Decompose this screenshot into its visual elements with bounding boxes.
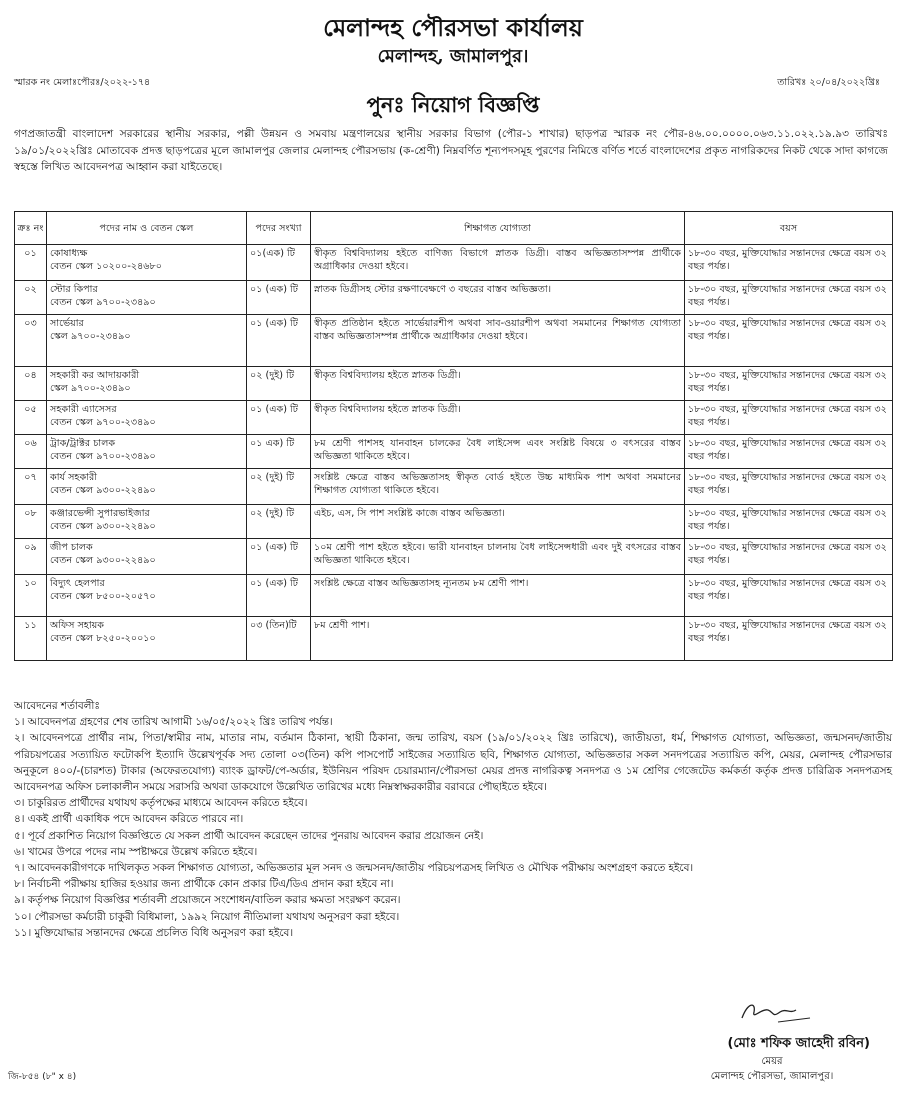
post-name: সার্ভেয়ার xyxy=(50,318,84,329)
row-count: ০১ (এক) টি xyxy=(247,575,311,617)
pay-scale: বেতন স্কেল ৯৩০০-২২৪৯০ xyxy=(50,555,156,566)
header-serial: ক্রঃ নং xyxy=(15,212,47,245)
table-row xyxy=(15,367,893,401)
post-name: বিদ্যুৎ হেলপার xyxy=(50,578,105,589)
row-count: ০২ (দুই) টি xyxy=(247,367,311,401)
row-qualification: সংশ্লিষ্ট ক্ষেত্রে বাস্তব অভিজ্ঞতাসহ ন্যূনতম ৮ম শ্রেণী পাশ। xyxy=(311,575,685,617)
condition-item: ৬। খামের উপরে পদের নাম স্পষ্টাক্ষরে উল্লেখ করিতে হইবে। xyxy=(14,845,258,858)
condition-item: ২। আবেদনপত্রে প্রার্থীর নাম, পিতা/স্বামীর নাম, মাতার নাম, বর্তমান ঠিকানা, স্থায়ী ঠিকানা, জন্ম তারিখ, বয়স (১৯/০১/২০২২ খ্রিঃ তারিখে), জাতীয়তা, ধর্ম, শিক্ষাগত যোগ্যতা, অভিজ্ঞতা, জন্মসনদ/জাতীয় পরিচয়পত্রের সত্যায়িত ফটোকপি ইত্যাদি উল্লেখপূর্বক সদ্য তোলা ০৩(তিন) কপি পাসপোর্ট সাইজের সত্যায়িত ছবি, শিক্ষাগত যোগ্যতা, অভিজ্ঞতার সকল সনদপত্রের সত্যায়িত কপি, মেয়র, মেলান্দহ পৌরসভার অনুকূলে ৪০০/-(চারশত) টাকার (অফেরতযোগ্য) ব্যাংক ড্রাফট/পে-অর্ডার, ইউনিয়ন পরিষদ চেয়ারম্যান/পৌরসভা মেয়র প্রদত্ত নাগরিকত্ব সনদপত্র ও ১ম শ্রেণির গেজেটেড কর্মকর্তা কর্তৃক প্রদত্ত চারিত্রিক সনদপত্রসহ আবেদনপত্র অফিস চলাকালীন সময়ে সরাসরি অথবা ডাকযোগে উল্লেখিত তারিখের মধ্যে নিম্নস্বাক্ষরকারীর বরাবরে পৌছাইতে হইবে। xyxy=(14,732,892,794)
row-post xyxy=(47,575,247,617)
row-serial: ০৯ xyxy=(15,539,47,575)
row-age: ১৮-৩০ বছর, মুক্তিযোদ্ধার সন্তানদের ক্ষেত্রে বয়স ৩২ বছর পর্যন্ত। xyxy=(685,505,893,539)
row-serial: ০১ xyxy=(15,245,47,281)
pay-scale: বেতন স্কেল ৯৭০০-২৩৪৯০ xyxy=(50,451,156,462)
row-qualification: ৮ম শ্রেণী পাশ। xyxy=(311,617,685,661)
row-age: ১৮-৩০ বছর, মুক্তিযোদ্ধার সন্তানদের ক্ষেত্রে বয়স ৩২ বছর পর্যন্ত। xyxy=(685,281,893,315)
header-qualification: শিক্ষাগত যোগ্যতা xyxy=(311,212,685,245)
row-post xyxy=(47,469,247,505)
press-code: জি-৮৫৪ (৮" x ৪) xyxy=(8,1072,77,1082)
intro-paragraph: গণপ্রজাতন্ত্রী বাংলাদেশ সরকারের স্থানীয় সরকার, পল্লী উন্নয়ন ও সমবায় মন্ত্রণালয়ের স্থানীয় সরকার বিভাগ (পৌর-১ শাখার) ছাড়পত্র স্মারক নং পৌর-৪৬.০০.০০০০.০৬৩.১১.০২২.১৯.৯৩ তারিখঃ ১৯/০১/২০২২খ্রিঃ মোতাবেক প্রদত্ত ছাড়পত্রের মূলে জামালপুর জেলার মেলান্দহ পৌরসভায় (ক-শ্রেণী) নিম্নবর্ণিত শূন্যপদসমূহ পুরণের নিমিত্তে বর্ণিত শর্তে বাংলাদেশের প্রকৃত নাগরিকদের নিকট থেকে সাদা কাগজে স্বহস্তে লিখিত আবেদনপত্র আহ্বান করা যাইতেছে। xyxy=(14,128,888,173)
row-age: ১৮-৩০ বছর, মুক্তিযোদ্ধার সন্তানদের ক্ষেত্রে বয়স ৩২ বছর পর্যন্ত। xyxy=(685,401,893,435)
header-post: পদের নাম ও বেতন স্কেল xyxy=(47,212,247,245)
pay-scale: বেতন স্কেল ১০২০০-২৪৬৮০ xyxy=(50,261,163,272)
post-name: কোষাধ্যক্ষ xyxy=(50,248,88,259)
row-post xyxy=(47,505,247,539)
row-post xyxy=(47,367,247,401)
table-row xyxy=(15,617,893,661)
notice-title: পুনঃ নিয়োগ বিজ্ঞপ্তি xyxy=(366,92,540,117)
row-age: ১৮-৩০ বছর, মুক্তিযোদ্ধার সন্তানদের ক্ষেত্রে বয়স ৩২ বছর পর্যন্ত। xyxy=(685,575,893,617)
row-qualification: স্নাতক ডিগ্রীসহ স্টোর রক্ষণাবেক্ষণে ৩ বছরের বাস্তব অভিজ্ঞতা। xyxy=(311,281,685,315)
pay-scale: বেতন স্কেল ৯৩০০-২২৪৯০ xyxy=(50,521,156,532)
condition-item: ৭। আবেদনকারীগণকে দাখিলকৃত সকল শিক্ষাগত যোগ্যতা, অভিজ্ঞতার মূল সনদ ও জন্মসনদ/জাতীয় পরিচয়পত্রসহ লিখিত ও মৌখিক পরীক্ষায় অংশগ্রহণ করতে হইবে। xyxy=(14,862,694,875)
pay-scale: বেতন স্কেল ৯৩০০-২২৪৯০ xyxy=(50,485,156,496)
row-serial: ০৬ xyxy=(15,435,47,469)
row-count: ০১ এক) টি xyxy=(247,435,311,469)
row-count: ০১ (এক) টি xyxy=(247,539,311,575)
condition-item: ৪। একই প্রার্থী একাধিক পদে আবেদন করিতে পারবে না। xyxy=(14,813,244,826)
row-count: ০১(এক) টি xyxy=(247,245,311,281)
header-age: বয়স xyxy=(685,212,893,245)
pay-scale: বেতন স্কেল ৮৫০০-২০৫৭০ xyxy=(50,591,156,602)
row-serial: ০৫ xyxy=(15,401,47,435)
memo-number: স্মারক নং মেলাঃপৌরঃ/২০২২-১৭৪ xyxy=(14,77,151,88)
row-qualification: স্বীকৃত বিশ্ববিদ্যালয় হইতে বাণিজ্য বিভাগে স্নাতক ডিগ্রী। বাস্তব অভিজ্ঞতাসম্পন্ন প্রার্থীকে অগ্রাধিকার দেওয়া হইবে। xyxy=(311,245,685,281)
row-count: ০১ (এক) টি xyxy=(247,401,311,435)
row-post xyxy=(47,617,247,661)
condition-item: ১০। পৌরসভা কর্মচারী চাকুরী বিধিমালা, ১৯৯২ নিয়োগ নীতিমালা যথাযথ অনুসরণ করা হইবে। xyxy=(14,910,400,923)
row-post xyxy=(47,245,247,281)
pay-scale: বেতন স্কেল ৯৭০০-২৩৪৯০ xyxy=(50,417,156,428)
row-post xyxy=(47,435,247,469)
signatory-name: (মোঃ শফিক জাহেদী রবিন) xyxy=(727,1036,870,1051)
row-qualification: স্বীকৃত প্রতিষ্ঠান হইতে সার্ভেয়ারশীপ অথবা সাব-ওয়ারশীপ অথবা সমমানের শিক্ষাগত যোগ্যতা বাস্তব অভিজ্ঞতাসম্পন্ন প্রার্থীকে অগ্রাধিকার দেওয়া হইবে। xyxy=(311,315,685,367)
pay-scale: বেতন স্কেল ৮২৫০-২০০১০ xyxy=(50,633,156,644)
pay-scale: বেতন স্কেল ৯৭০০-২৩৪৯০ xyxy=(50,297,156,308)
table-row xyxy=(15,401,893,435)
post-name: কার্য সহকারী xyxy=(50,472,97,483)
row-count: ০১ (এক) টি xyxy=(247,315,311,367)
row-qualification: এইচ, এস, সি পাশ সংশ্লিষ্ট কাজে বাস্তব অভিজ্ঞতা। xyxy=(311,505,685,539)
row-post xyxy=(47,315,247,367)
row-age: ১৮-৩০ বছর, মুক্তিযোদ্ধার সন্তানদের ক্ষেত্রে বয়স ৩২ বছর পর্যন্ত। xyxy=(685,245,893,281)
row-qualification: স্বীকৃত বিশ্ববিদ্যালয় হইতে স্নাতক ডিগ্রী। xyxy=(311,367,685,401)
post-name: অফিস সহায়ক xyxy=(50,620,104,631)
post-name: সহকারী কর আদায়কারী xyxy=(50,370,140,381)
signatory-title: মেয়র xyxy=(761,1056,783,1067)
row-serial: ০২ xyxy=(15,281,47,315)
conditions-heading: আবেদনের শর্তাবলীঃ xyxy=(14,700,100,712)
post-name: সহকারী এ্যাসেসর xyxy=(50,404,117,415)
row-count: ০২ (দুই) টি xyxy=(247,505,311,539)
table-row xyxy=(15,505,893,539)
row-serial: ১০ xyxy=(15,575,47,617)
office-address: মেলান্দহ, জামালপুর। xyxy=(377,46,529,67)
row-age: ১৮-৩০ বছর, মুক্তিযোদ্ধার সন্তানদের ক্ষেত্রে বয়স ৩২ বছর পর্যন্ত। xyxy=(685,617,893,661)
row-age: ১৮-৩০ বছর, মুক্তিযোদ্ধার সন্তানদের ক্ষেত্রে বয়স ৩২ বছর পর্যন্ত। xyxy=(685,435,893,469)
post-name: স্টোর কিপার xyxy=(50,284,98,295)
pay-scale: স্কেল ৯৭০০-২৩৪৯০ xyxy=(50,331,131,342)
table-row xyxy=(15,435,893,469)
row-count: ০২ (দুই) টি xyxy=(247,469,311,505)
row-age: ১৮-৩০ বছর, মুক্তিযোদ্ধার সন্তানদের ক্ষেত্রে বয়স ৩২ বছর পর্যন্ত। xyxy=(685,469,893,505)
office-name: মেলান্দহ পৌরসভা কার্যালয় xyxy=(323,13,583,42)
row-count: ০১ (এক) টি xyxy=(247,281,311,315)
table-row xyxy=(15,469,893,505)
table-row xyxy=(15,575,893,617)
row-count: ০৩ (তিন)টি xyxy=(247,617,311,661)
condition-item: ৯। কর্তৃপক্ষ নিয়োগ বিজ্ঞপ্তির শর্তাবলী প্রয়োজনে সংশোধন/বাতিল করার ক্ষমতা সংরক্ষণ করেন। xyxy=(14,894,401,907)
row-serial: ০৩ xyxy=(15,315,47,367)
header-count: পদের সংখ্যা xyxy=(247,212,311,245)
notice-date: তারিখঃ ২০/০৪/২০২২খ্রিঃ xyxy=(777,77,880,88)
row-age: ১৮-৩০ বছর, মুক্তিযোদ্ধার সন্তানদের ক্ষেত্রে বয়স ৩২ বছর পর্যন্ত। xyxy=(685,315,893,367)
table-row xyxy=(15,539,893,575)
condition-item: ৩। চাকুরিরত প্রার্থীদের যথাযথ কর্তৃপক্ষের মাধ্যমে আবেদন করিতে হইবে। xyxy=(14,797,308,810)
table-row xyxy=(15,281,893,315)
row-serial: ০৭ xyxy=(15,469,47,505)
row-post xyxy=(47,539,247,575)
post-name: কঞ্জারভেন্সী সুপারভাইজার xyxy=(50,508,150,519)
signatory-office: মেলান্দহ পৌরসভা, জামালপুর। xyxy=(710,1071,834,1082)
row-qualification: ১০ম শ্রেণী পাশ হইতে হইবে। ভারী যানবাহন চালনায় বৈধ লাইসেন্সধারী এবং দুই বৎসরের বাস্তব অভিজ্ঞতা থাকিতে হইবে। xyxy=(311,539,685,575)
row-serial: ০৪ xyxy=(15,367,47,401)
condition-item: ১১। মুক্তিযোদ্ধার সন্তানদের ক্ষেত্রে প্রচলিত বিধি অনুসরণ করা হইবে। xyxy=(14,926,294,939)
row-serial: ০৮ xyxy=(15,505,47,539)
pay-scale: স্কেল ৯৭০০-২৩৪৯০ xyxy=(50,383,131,394)
row-post xyxy=(47,281,247,315)
signature-mark xyxy=(738,998,818,1028)
vacancy-table xyxy=(14,211,893,661)
row-age: ১৮-৩০ বছর, মুক্তিযোদ্ধার সন্তানদের ক্ষেত্রে বয়স ৩২ বছর পর্যন্ত। xyxy=(685,539,893,575)
row-post xyxy=(47,401,247,435)
table-header-row xyxy=(15,212,893,245)
table-row xyxy=(15,315,893,367)
row-qualification: ৮ম শ্রেণী পাশসহ যানবাহন চালকের বৈধ লাইসেন্স এবং সংশ্লিষ্ট বিষয়ে ৩ বৎসরের বাস্তব অভিজ্ঞতা থাকিতে হইবে। xyxy=(311,435,685,469)
row-qualification: সংশ্লিষ্ট ক্ষেত্রে বাস্তব অভিজ্ঞতাসহ স্বীকৃত বোর্ড হইতে উচ্চ মাধ্যমিক পাশ অথবা সমমানের শিক্ষাগত যোগ্যতা থাকিতে হইবে। xyxy=(311,469,685,505)
row-qualification: স্বীকৃত বিশ্ববিদ্যালয় হইতে স্নাতক ডিগ্রী। xyxy=(311,401,685,435)
row-age: ১৮-৩০ বছর, মুক্তিযোদ্ধার সন্তানদের ক্ষেত্রে বয়স ৩২ বছর পর্যন্ত। xyxy=(685,367,893,401)
row-serial: ১১ xyxy=(15,617,47,661)
condition-item: ৮। নির্বাচনী পরীক্ষায় হাজির হওয়ার জন্য প্রার্থীকে কোন প্রকার টিএ/ডিএ প্রদান করা হইবে না। xyxy=(14,878,394,891)
conditions-section xyxy=(14,698,892,941)
condition-item: ১। আবেদনপত্র গ্রহণের শেষ তারিখ আগামী ১৬/০৫/২০২২ খ্রিঃ তারিখ পর্যন্ত। xyxy=(14,716,333,729)
post-name: ট্রাক/ট্রাক্টর চালক xyxy=(50,438,116,449)
post-name: জীপ চালক xyxy=(50,542,93,553)
table-row xyxy=(15,245,893,281)
condition-item: ৫। পূর্বে প্রকাশিত নিয়োগ বিজ্ঞপ্তিতে যে সকল প্রার্থী আবেদন করেছেন তাদের পুনরায় আবেদন করার প্রয়োজন নেই। xyxy=(14,829,484,842)
